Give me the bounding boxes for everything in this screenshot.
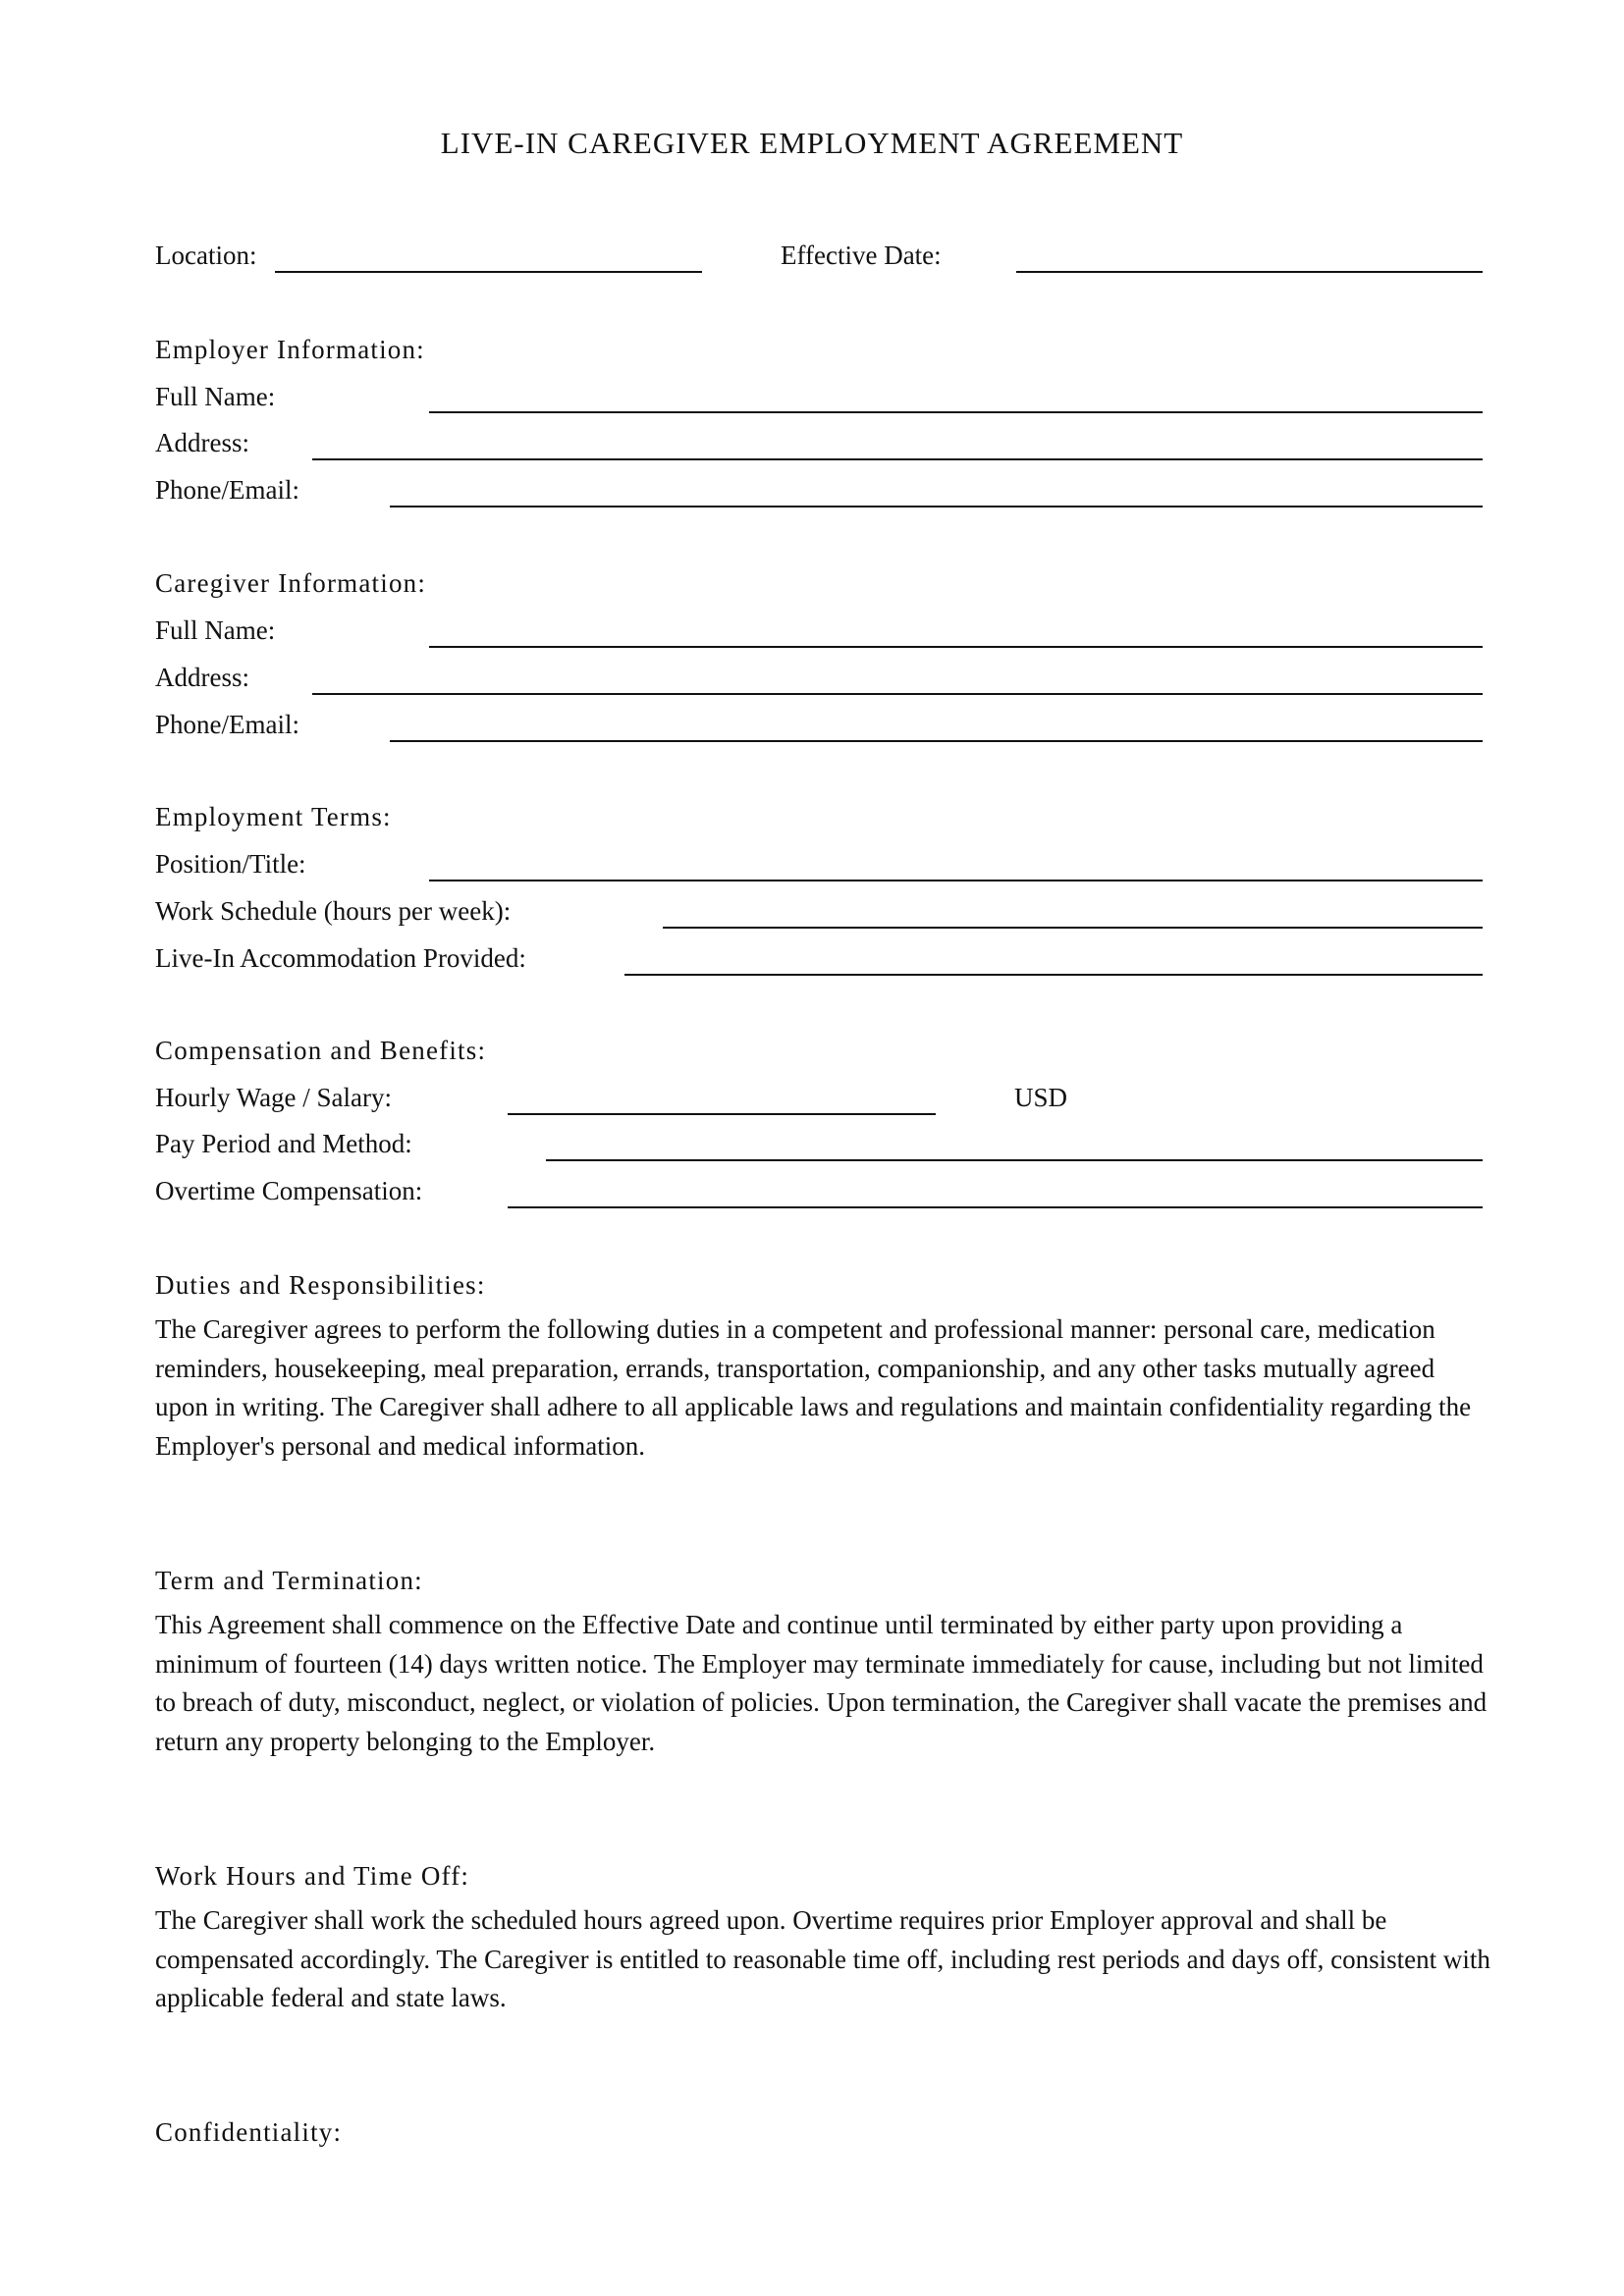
work-schedule-field[interactable] [663, 927, 1483, 929]
location-field[interactable] [275, 271, 702, 273]
compensation-heading: Compensation and Benefits: [155, 1036, 487, 1065]
caregiver-phone-email-field[interactable] [390, 740, 1483, 742]
currency-label: USD [1014, 1083, 1068, 1112]
employer-phone-email-field[interactable] [390, 506, 1483, 507]
employer-address-label: Address: [155, 428, 249, 457]
accommodation-label: Live-In Accommodation Provided: [155, 943, 526, 973]
duties-heading: Duties and Responsibilities: [155, 1270, 486, 1300]
caregiver-full-name-field[interactable] [429, 646, 1483, 648]
caregiver-phone-email-label: Phone/Email: [155, 710, 299, 739]
overtime-label: Overtime Compensation: [155, 1176, 423, 1205]
employer-full-name-label: Full Name: [155, 382, 276, 411]
position-title-field[interactable] [429, 880, 1483, 881]
caregiver-address-field[interactable] [312, 693, 1483, 695]
employer-full-name-field[interactable] [429, 411, 1483, 413]
work-schedule-label: Work Schedule (hours per week): [155, 896, 512, 926]
work-hours-paragraph: The Caregiver shall work the scheduled hours agreed upon. Overtime requires prior Employer approval and shall be compensated accordingly. The Caregiver is entitled to reasonable time off, including rest periods and days off, consistent with applicable federal and state laws. [155, 1905, 1490, 2012]
term-heading: Term and Termination: [155, 1566, 423, 1595]
confidentiality-heading: Confidentiality: [155, 2117, 343, 2147]
caregiver-heading: Caregiver Information: [155, 568, 427, 598]
position-title-label: Position/Title: [155, 849, 306, 879]
effective-date-label: Effective Date: [781, 240, 942, 270]
document-title: LIVE-IN CAREGIVER EMPLOYMENT AGREEMENT [440, 126, 1184, 160]
pay-period-field[interactable] [546, 1159, 1483, 1161]
wage-label: Hourly Wage / Salary: [155, 1083, 393, 1112]
pay-period-label: Pay Period and Method: [155, 1129, 412, 1158]
caregiver-full-name-label: Full Name: [155, 615, 276, 645]
accommodation-field[interactable] [624, 974, 1483, 976]
term-paragraph: This Agreement shall commence on the Effective Date and continue until terminated by either party upon providing a minimum of fourteen (14) days written notice. The Employer may terminate immediately for cause, including but not limited to breach of duty, misconduct, neglect, or violation of policies. Upon termination, the Caregiver shall vacate the premises and return any property belonging to the Employer. [155, 1610, 1488, 1756]
effective-date-field[interactable] [1016, 271, 1483, 273]
work-hours-heading: Work Hours and Time Off: [155, 1861, 470, 1891]
employer-heading: Employer Information: [155, 335, 425, 364]
employment-terms-heading: Employment Terms: [155, 802, 392, 831]
wage-field[interactable] [508, 1113, 936, 1115]
employer-phone-email-label: Phone/Email: [155, 475, 299, 505]
duties-paragraph: The Caregiver agrees to perform the following duties in a competent and professional manner: personal care, medication reminders, housekeeping, meal preparation, errands, transportation, companionship, and any other tasks mutually agreed upon in writing. The Caregiver shall adhere to all applicable laws and regulations and maintain confidentiality regarding the Employer's personal and medical information. [155, 1314, 1472, 1461]
location-label: Location: [155, 240, 257, 270]
overtime-field[interactable] [508, 1206, 1483, 1208]
caregiver-address-label: Address: [155, 663, 249, 692]
employer-address-field[interactable] [312, 458, 1483, 460]
